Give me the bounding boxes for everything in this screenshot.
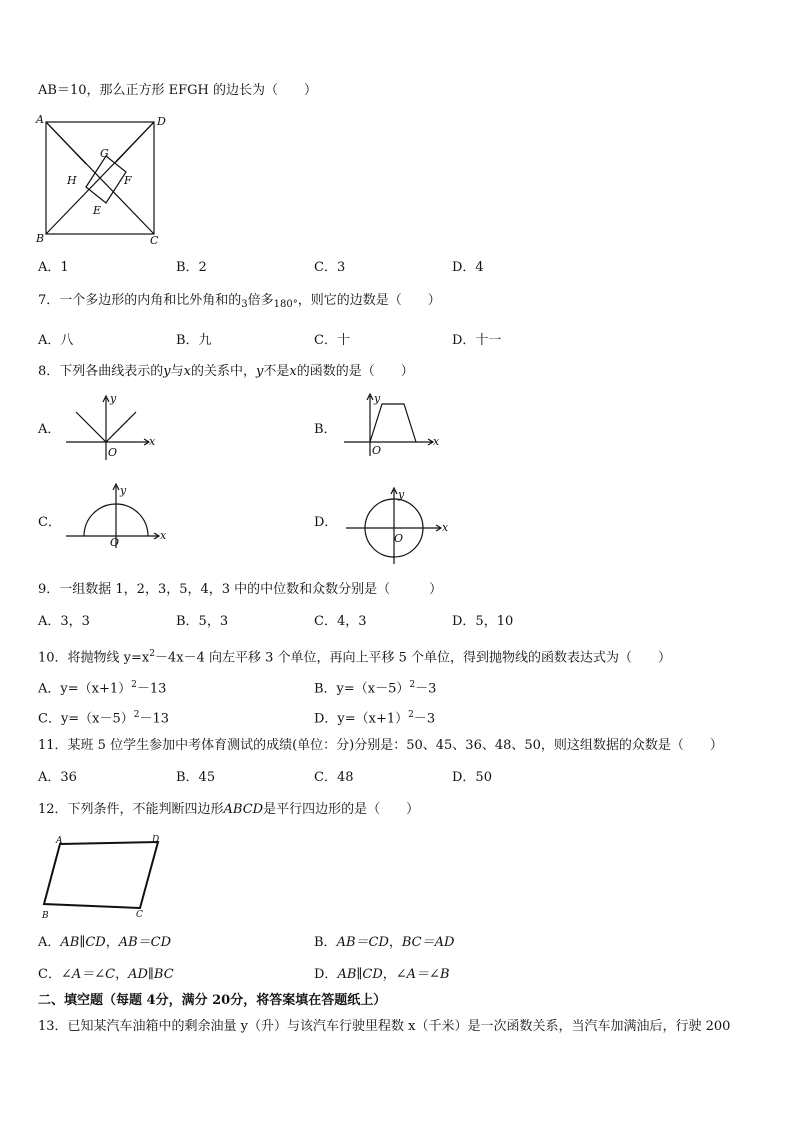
- q8-option-d[interactable]: D．: [314, 515, 338, 530]
- q12-option-a[interactable]: A．AB∥CD，AB＝CD: [38, 935, 172, 950]
- q12-label-d: D: [152, 835, 160, 845]
- q11-option-c[interactable]: C．48: [314, 770, 354, 785]
- q8a-x-label: x: [149, 435, 156, 448]
- q6-square-figure: [34, 112, 174, 247]
- q7-stem: 7．一个多边形的内角和比外角和的$_3$倍多$_{180^\circ}$，则它的边数是（ ）: [38, 293, 441, 310]
- q8c-x-label: x: [160, 529, 167, 542]
- q10-option-d[interactable]: D．$y=(x+1)^2-3$: [314, 710, 436, 727]
- q12-label-a: A: [56, 836, 63, 846]
- q8d-x-label: x: [442, 521, 449, 534]
- q8-graph-a: [62, 390, 158, 462]
- q8-option-a[interactable]: A．: [38, 422, 61, 437]
- q12-label-c: C: [136, 910, 143, 920]
- q9-option-c[interactable]: C．4，3: [314, 614, 367, 629]
- q7-option-c[interactable]: C．十: [314, 333, 350, 348]
- q11-option-d[interactable]: D．50: [452, 770, 492, 785]
- q6-stem: AB＝10，那么正方形 EFGH 的边长为（ ）: [38, 83, 317, 98]
- q12-option-d[interactable]: D．AB∥CD，∠A＝∠B: [314, 967, 450, 982]
- q8-graph-d: [342, 484, 452, 566]
- q8b-y-label: y: [374, 392, 381, 405]
- q12-parallelogram-figure: [36, 832, 166, 924]
- q6-label-b: B: [36, 232, 45, 245]
- q8-graph-b: [340, 390, 440, 462]
- q6-label-c: C: [150, 234, 159, 247]
- q8-graph-c: [64, 482, 168, 552]
- q8a-origin-label: O: [108, 446, 118, 459]
- q8d-origin-label: O: [394, 532, 404, 545]
- q7-option-a[interactable]: A．八: [38, 333, 74, 348]
- q7-option-d[interactable]: D．十一: [452, 333, 502, 348]
- q6-option-a[interactable]: A．1: [38, 260, 69, 275]
- q8-stem: 8．下列各曲线表示的y与x的关系中，y不是x的函数的是（ ）: [38, 364, 414, 379]
- q8a-y-label: y: [110, 392, 117, 405]
- q11-option-b[interactable]: B．45: [176, 770, 216, 785]
- q10-option-c[interactable]: C．$y=(x-5)^2-13$: [38, 710, 170, 727]
- q12-stem: 12．下列条件，不能判断四边形ABCD是平行四边形的是（ ）: [38, 802, 420, 817]
- q8b-origin-label: O: [372, 444, 382, 457]
- q10-stem: 10．将抛物线 $y=x^2-4x-4$ 向左平移 3 个单位，再向上平移 5 个单位，得到抛物线的函数表达式为（ ）: [38, 649, 672, 666]
- q11-stem: 11．某班 5 位学生参加中考体育测试的成绩(单位：分)分别是：50、45、36、48、50，则这组数据的众数是（ ）: [38, 738, 723, 753]
- q6-label-g: G: [100, 147, 109, 160]
- q12-label-b: B: [42, 911, 49, 921]
- q10-option-b[interactable]: B．$y=(x-5)^2-3$: [314, 680, 437, 697]
- q8c-origin-label: O: [110, 536, 120, 549]
- q6-label-a: A: [36, 113, 44, 126]
- q8d-y-label: y: [398, 488, 405, 501]
- q7-option-b[interactable]: B．九: [176, 333, 212, 348]
- q8-option-c[interactable]: C．: [38, 515, 61, 530]
- q12-option-b[interactable]: B．AB＝CD，BC＝AD: [314, 935, 455, 950]
- q9-option-d[interactable]: D．5，10: [452, 614, 514, 629]
- q6-option-b[interactable]: B．2: [176, 260, 207, 275]
- q13-stem: 13．已知某汽车油箱中的剩余油量 y（升）与该汽车行驶里程数 x（千米）是一次函数关系，当汽车加满油后，行驶 200: [38, 1019, 731, 1034]
- q9-option-b[interactable]: B．5，3: [176, 614, 229, 629]
- q8c-y-label: y: [120, 484, 127, 497]
- q9-option-a[interactable]: A．3，3: [38, 614, 90, 629]
- q6-option-c[interactable]: C．3: [314, 260, 346, 275]
- q6-label-e: E: [93, 204, 102, 217]
- q6-option-d[interactable]: D．4: [452, 260, 484, 275]
- q6-label-d: D: [157, 115, 166, 128]
- q8-option-b[interactable]: B．: [314, 422, 337, 437]
- q9-stem: 9．一组数据 1，2，3，5，4，3 中的中位数和众数分别是（ ）: [38, 582, 443, 597]
- q10-option-a[interactable]: A．$y=(x+1)^2-13$: [38, 680, 167, 697]
- q12-option-c[interactable]: C．∠A＝∠C，AD∥BC: [38, 967, 174, 982]
- section-heading-fill-in: 二、填空题（每题 4分，满分 20分，将答案填在答题纸上）: [38, 993, 387, 1008]
- q6-label-h: H: [67, 174, 77, 187]
- q11-option-a[interactable]: A．36: [38, 770, 77, 785]
- q6-label-f: F: [124, 174, 132, 187]
- q8b-x-label: x: [433, 435, 440, 448]
